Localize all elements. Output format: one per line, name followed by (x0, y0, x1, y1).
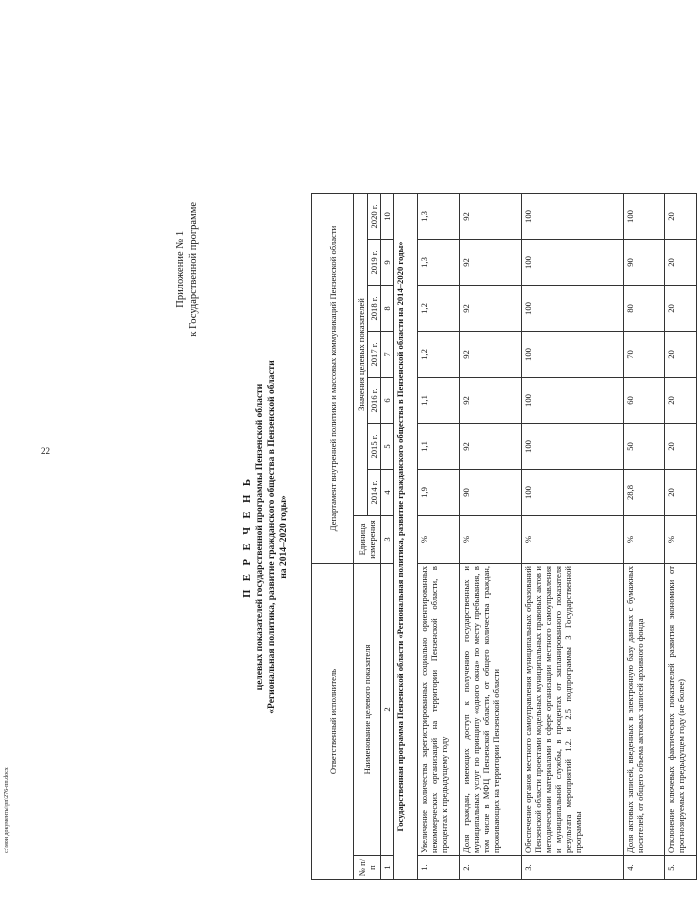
rotated-document-sheet (174, 194, 686, 880)
unit-cell: % (522, 516, 624, 564)
header-target-values: Значения целевых показателей (354, 193, 368, 515)
indicator-name: Увеличение количества зарегистрированных социально ориентированных некоммерческих организаций на территории Пензенской области, в процентах к предыдущему году (418, 564, 460, 856)
value-cell: 20 (665, 286, 697, 332)
document-title (242, 194, 290, 880)
indicators-table (311, 193, 697, 880)
value-cell: 1,3 (418, 193, 460, 239)
header-department: Департамент внутренней политики и массовых коммуникаций Пензенской области (312, 193, 354, 563)
page-number: 22 (41, 446, 50, 456)
header-year: 2017 г. (368, 332, 381, 378)
value-cell: 92 (460, 424, 522, 470)
value-cell: 90 (624, 240, 665, 286)
value-cell: 1,2 (418, 286, 460, 332)
value-cell: 20 (665, 424, 697, 470)
title-line-3: «Региональная политика, развитие гражданского общества в Пензенской области (267, 360, 277, 714)
value-cell: 100 (522, 240, 624, 286)
value-cell: 1,9 (418, 470, 460, 516)
column-number: 5 (381, 424, 394, 470)
appendix-line-1: Приложение № 1 (175, 230, 186, 308)
value-cell: 100 (522, 378, 624, 424)
value-cell: 92 (460, 193, 522, 239)
value-cell: 1,1 (418, 378, 460, 424)
footer-file-path: c:\мои документы\рп\276-пп.docx (4, 767, 10, 853)
row-number: 1. (418, 856, 460, 880)
header-unit: Единица измерения (354, 516, 381, 564)
value-cell: 100 (522, 424, 624, 470)
header-year: 2015 г. (368, 424, 381, 470)
column-number: 2 (381, 564, 394, 856)
value-cell: 92 (460, 240, 522, 286)
header-year: 2014 г. (368, 470, 381, 516)
table-row (522, 193, 624, 879)
value-cell: 20 (665, 378, 697, 424)
value-cell: 92 (460, 378, 522, 424)
indicator-name: Доля граждан, имеющих доступ к получению государственных и муниципальных услуг по принципу «одного окна» по месту пребывания, в том числе в МФЦ Пензенской области, от общего количества граждан, проживающих на территории Пензенской области (460, 564, 522, 856)
value-cell: 20 (665, 193, 697, 239)
value-cell: 100 (522, 470, 624, 516)
program-title-row: Государственная программа Пензенской области «Региональная политика, развитие гражданского общества в Пензенской области на 2014–2020 годы» (394, 193, 418, 879)
header-num: № п/п (354, 856, 381, 880)
value-cell: 70 (624, 332, 665, 378)
unit-cell: % (665, 516, 697, 564)
table-row (460, 193, 522, 879)
title-main: П Е Р Е Ч Е Н Ь (242, 476, 253, 598)
value-cell: 90 (460, 470, 522, 516)
value-cell: 50 (624, 424, 665, 470)
table-row (665, 193, 697, 879)
row-number: 2. (460, 856, 522, 880)
column-number: 8 (381, 286, 394, 332)
column-number: 1 (381, 856, 394, 880)
value-cell: 100 (624, 193, 665, 239)
column-number: 3 (381, 516, 394, 564)
title-line-2: целевых показателей государственной программы Пензенской области (255, 383, 265, 691)
unit-cell: % (460, 516, 522, 564)
header-year: 2020 г. (368, 193, 381, 239)
column-number: 4 (381, 470, 394, 516)
value-cell: 1,3 (418, 240, 460, 286)
row-number: 3. (522, 856, 624, 880)
column-number: 6 (381, 378, 394, 424)
value-cell: 100 (522, 332, 624, 378)
row-number: 4. (624, 856, 665, 880)
unit-cell: % (418, 516, 460, 564)
value-cell: 92 (460, 332, 522, 378)
row-number: 5. (665, 856, 697, 880)
column-number: 7 (381, 332, 394, 378)
value-cell: 28,8 (624, 470, 665, 516)
appendix-header (174, 202, 200, 337)
header-responsible-label: Ответственный исполнитель (312, 564, 354, 880)
value-cell: 20 (665, 332, 697, 378)
value-cell: 80 (624, 286, 665, 332)
indicator-name: Отклонение ключевых фактических показателей развития экономики от прогнозируемых в предыдущем году (не более) (665, 564, 697, 856)
value-cell: 20 (665, 240, 697, 286)
indicator-name: Обеспечение органов местного самоуправления муниципальных образований Пензенской области проектами модельных муниципальных правовых актов и методическими материалами в сфере организации местного самоуправления и муниципальной службы, в процентах от запланированного показателя результата мероприятий 1.2. и 2.5 подпрограммы 3 Государственной программы (522, 564, 624, 856)
header-year: 2019 г. (368, 240, 381, 286)
table-row (418, 193, 460, 879)
value-cell: 100 (522, 286, 624, 332)
column-number: 10 (381, 193, 394, 239)
value-cell: 92 (460, 286, 522, 332)
indicator-name: Доля актовых записей, введенных в электронную базу данных с бумажных носителей, от общего объема актовых записей архивного фонда (624, 564, 665, 856)
title-line-4: на 2014–2020 годы» (279, 495, 289, 579)
value-cell: 60 (624, 378, 665, 424)
appendix-line-2: к Государственной программе (188, 202, 199, 337)
header-year: 2016 г. (368, 378, 381, 424)
value-cell: 1,1 (418, 424, 460, 470)
header-year: 2018 г. (368, 286, 381, 332)
value-cell: 20 (665, 470, 697, 516)
column-number: 9 (381, 240, 394, 286)
value-cell: 1,2 (418, 332, 460, 378)
table-row (624, 193, 665, 879)
unit-cell: % (624, 516, 665, 564)
header-indicator-name: Наименование целевого показателя (354, 564, 381, 856)
value-cell: 100 (522, 193, 624, 239)
